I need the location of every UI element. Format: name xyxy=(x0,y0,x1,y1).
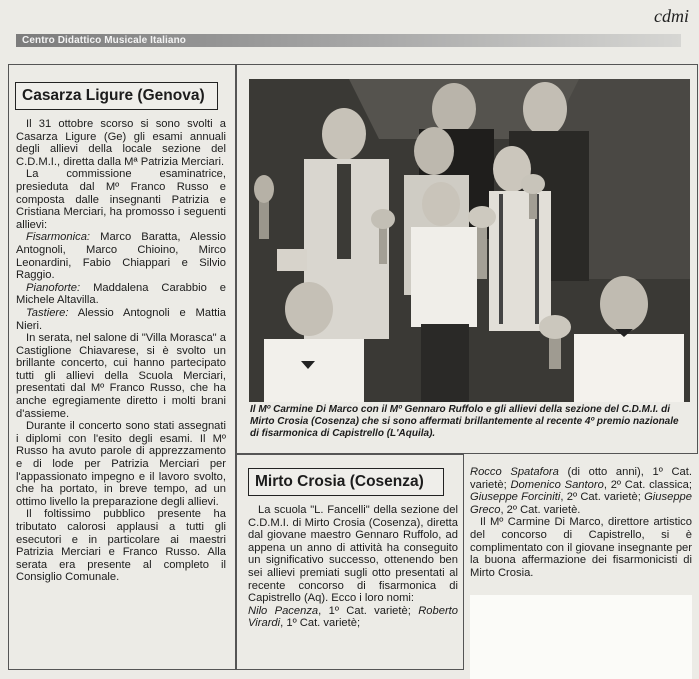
photo-caption: Il Mº Carmine Di Marco con il Mº Gennaro Ruffolo e gli allievi della sezione del C.D.M.I. di Mirto Crosia (Cosenza) che si sono affermati brillantemente al recente 4º premio nazionale di fisarmonica di Capistrello (L'Aquila). xyxy=(250,404,679,439)
student-name: Rocco Spatafora xyxy=(470,466,559,478)
photo-illustration xyxy=(249,79,690,402)
paragraph: In serata, nel salone di "Villa Morasca" a Castiglione Chiavarese, si è svolto un brillante concerto, cui hanno partecipato tutti gli allievi della Scuola Merciari, presentati dal Mº Franco Russo, che ha anche egregiamente diretto i molti brani d'assieme. xyxy=(16,332,226,420)
student-name: Giuseppe Forciniti xyxy=(470,491,561,504)
student-names: Marco Baratta, Alessio Antognoli, Marco Chioino, Mirco Leonardini, Fabio Chiappari e Silvio Raggio. xyxy=(16,231,226,282)
article-heading-casarza: Casarza Ligure (Genova) xyxy=(15,82,218,110)
student-name: Nilo Pacenza xyxy=(248,604,319,617)
instrument-label: Fisarmonica: xyxy=(26,231,91,244)
category: , 2º Cat. classica; xyxy=(603,478,692,491)
category: , 2º Cat. varietè; xyxy=(560,491,645,504)
instrument-label: Pianoforte: xyxy=(26,281,81,294)
banner-text: Centro Didattico Musicale Italiano xyxy=(22,35,186,46)
student-name: Roberto Virardi xyxy=(248,604,459,630)
article-body-casarza xyxy=(16,118,226,584)
student-name: Domenico Santoro xyxy=(510,478,604,491)
paragraph: La commissione esaminatrice, presieduta dal Mº Franco Russo e composta dalle insegnanti Patrizia e Cristiana Merciari, ha promosso i seguenti allievi: xyxy=(16,168,226,231)
student-names: Alessio Antognoli e Mattia Nieri. xyxy=(16,306,226,332)
article-body-mirto-col2 xyxy=(470,466,692,579)
article-heading-mirto: Mirto Crosia (Cosenza) xyxy=(248,468,444,496)
group-photo xyxy=(249,79,690,402)
category: , 2º Cat. varietè. xyxy=(500,503,581,516)
magazine-brand: cdmi xyxy=(654,6,689,26)
paragraph: La scuola "L. Fancelli" della sezione del C.D.M.I. di Mirto Crosia (Cosenza), diretta dal giovane maestro Gennaro Ruffolo, ad appena un anno di attività ha conseguito un significativo successo, ottenendo ben sei allievi premiati sugli otto presentati al recente concorso di fisarmonica di Capistrello (Aq). Ecco i loro nomi: xyxy=(248,504,458,605)
category: , 1º Cat. varietè; xyxy=(280,617,361,630)
paragraph-fisarmonica xyxy=(16,231,226,281)
winners-list xyxy=(248,605,458,630)
section-banner xyxy=(16,34,681,47)
paragraph: Il 31 ottobre scorso si sono svolti a Casarza Ligure (Ge) gli esami annuali degli allievi della locale sezione del C.D.M.I., diretta dalla Mª Patrizia Merciari. xyxy=(16,118,226,168)
paragraph: Il Mº Carmine Di Marco, direttore artistico del concorso di Capistrello, si è complimentato con il giovane insegnante per la buona affermazione dei fisarmonicisti di Mirto Crosia. xyxy=(470,516,692,579)
article-body-mirto-col1 xyxy=(248,504,458,630)
blank-area xyxy=(470,595,692,679)
student-name: Giuseppe Greco xyxy=(470,491,692,516)
paragraph: Durante il concerto sono stati assegnati i diplomi con l'esito degli esami. Il Mº Russo ha avuto parole di apprezzamento e di lode per Patrizia Merciari per l'appassionato impegno e il lavoro svolto, che ha portato, in breve tempo, ad un ottimo livello la preparazione degli allievi. xyxy=(16,420,226,508)
paragraph: Il foltissimo pubblico presente ha tributato calorosi applausi a tutti gli esecutori e in particolare ai maestri Patrizia Merciari e Franco Russo. Alla serata era presente al completo il Consiglio Comunale. xyxy=(16,508,226,584)
paragraph-pianoforte xyxy=(16,282,226,307)
winners-list-cont xyxy=(470,466,692,516)
paragraph-tastiere xyxy=(16,307,226,332)
instrument-label: Tastiere: xyxy=(26,306,69,319)
category: (di otto anni), 1º Cat. varietè; xyxy=(470,466,692,491)
category: , 1º Cat. varietè; xyxy=(318,604,419,617)
student-names: Maddalena Carabbio e Michele Altavilla. xyxy=(16,281,226,307)
